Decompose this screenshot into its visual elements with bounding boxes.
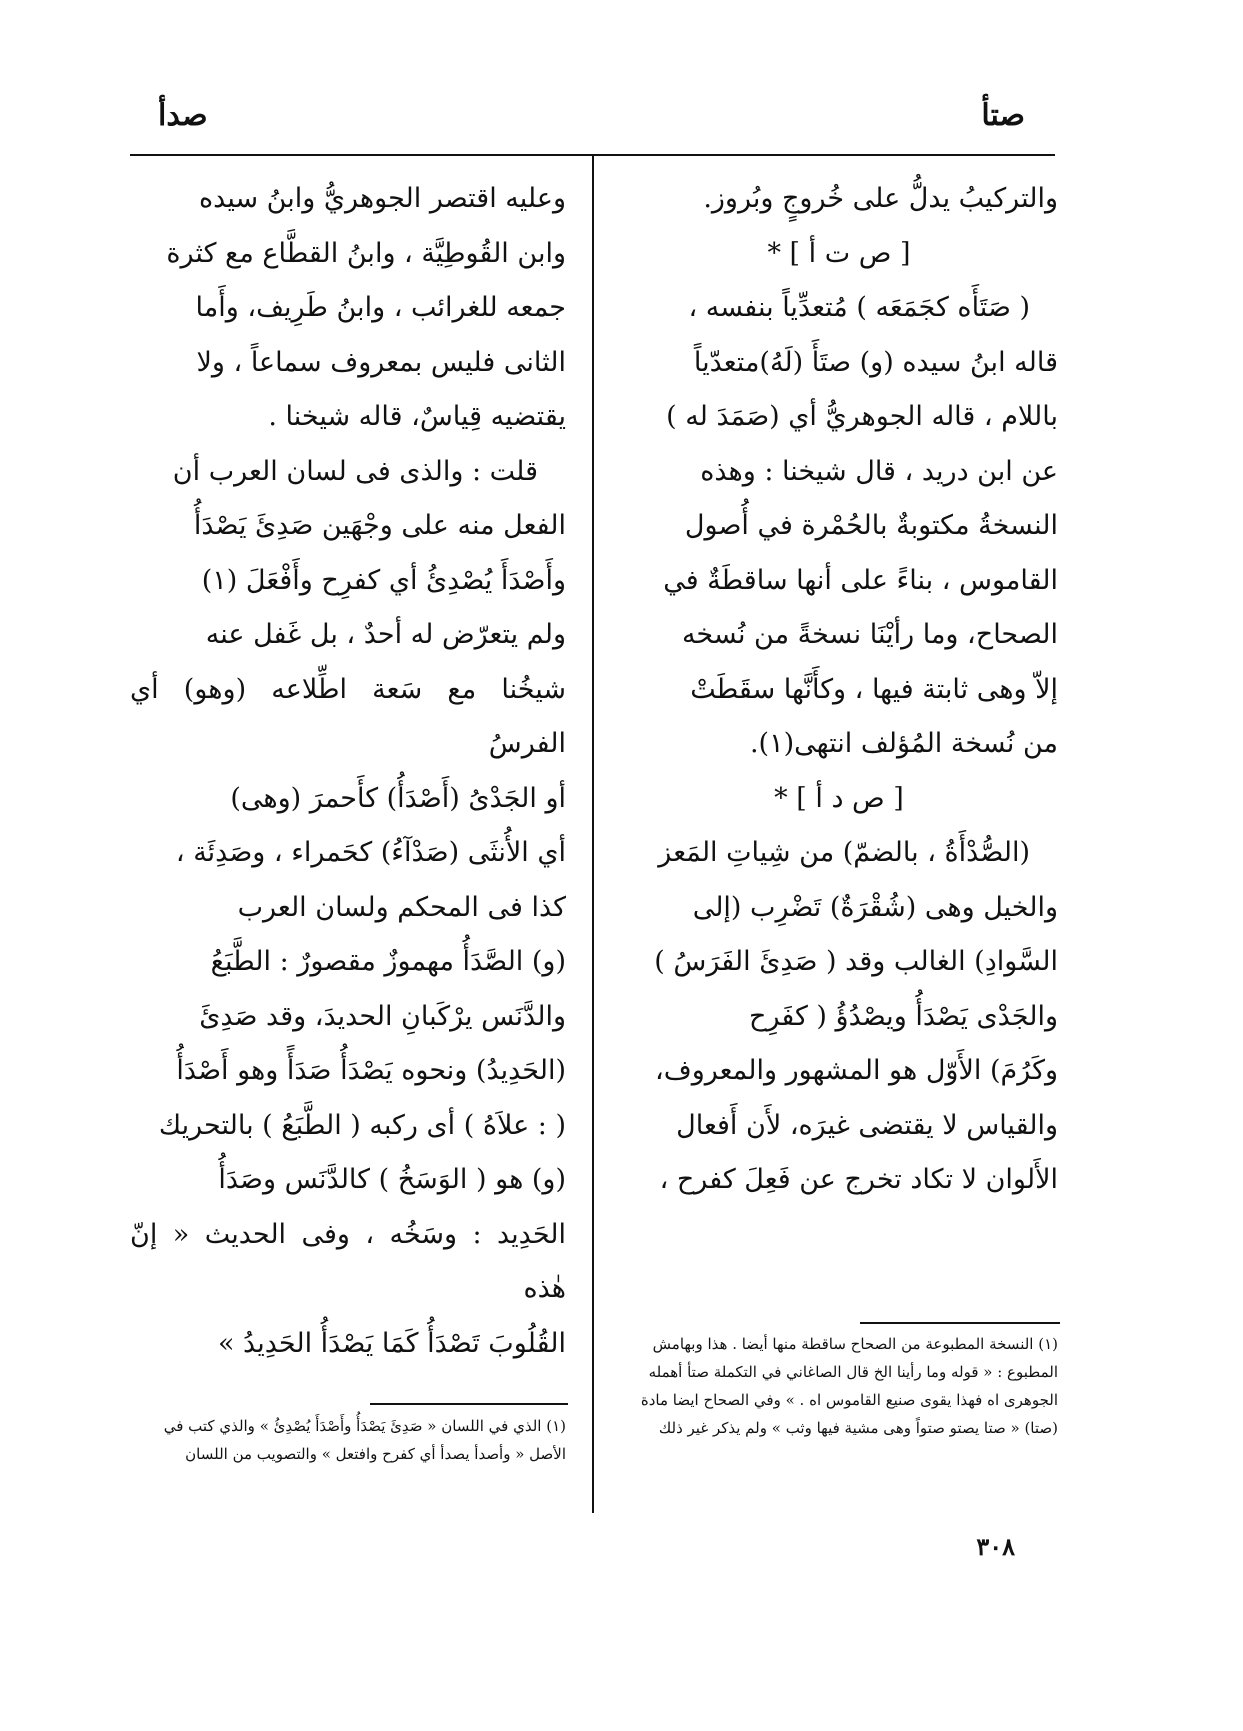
- text-line: ( : علاَهُ ) أى ركبه ( الطَّبَعُ ) بالتحريك: [158, 1109, 566, 1141]
- text-line: (الصُّدْأَةُ ، بالضمّ) من شِياتِ المَعز: [658, 837, 1030, 868]
- text-line: الحَدِيد : وسَخُه ، وفى الحديث « إنّ هٰذه: [130, 1218, 566, 1304]
- text-line: والقياس لا يقتضى غيرَه، لأَن أَفعال: [676, 1109, 1058, 1141]
- page-number: ٣٠٨: [976, 1532, 1015, 1561]
- text-line: ولم يتعرّض له أحدٌ ، بل غَفل عنه: [205, 619, 566, 650]
- text-line: الأَلوان لا تكاد تخرج عن فَعِلَ كفرح ،: [659, 1164, 1058, 1195]
- text-line: (و) هو ( الوَسَخُ ) كالدَّنَس وصَدَأُ: [218, 1164, 566, 1195]
- text-line: أو الجَدْىُ (أَصْدَأُ) كأَحمرَ (وهى): [230, 782, 566, 814]
- text-line: وعليه اقتصر الجوهريُّ وابنُ سيده: [199, 183, 566, 214]
- text-line: أي الأُنثَى (صَدْآءُ) كحَمراء ، وصَدِئَة ،: [175, 837, 566, 868]
- text-line: القُلُوبَ تَصْدَأُ كَمَا يَصْدَأُ الحَدِيدُ »: [217, 1327, 566, 1359]
- text-line: والخيل وهى (شُقْرَةٌ) تَضْرِب (إلى: [692, 891, 1058, 923]
- text-line: من نُسخة المُؤلف انتهى(١).: [749, 728, 1058, 759]
- left-column: [130, 172, 566, 1371]
- text-line: كذا فى المحكم ولسان العرب: [237, 891, 566, 923]
- text-line: (الحَدِيدُ) ونحوه يَصْدَأُ صَدَأً وهو أَصْدَأُ: [176, 1055, 566, 1086]
- footnote-left: (١) الذي في اللسان « صَدِئَ يَصْدَأُ وأَصْدَأَ يُصْدِئُ » والذي كتب في الأصل « وأصدأ يصدأ أي كفرح وافتعل » والتصويب من اللسان: [163, 1417, 566, 1463]
- text-line: وأَصْدَأَ يُصْدِئُ أي كفرِح وأَفْعَلَ (١): [201, 564, 566, 596]
- footnote-rule-right: [860, 1322, 1060, 1324]
- text-line: (و) الصَّدَأُ مهموزٌ مقصورٌ : الطَّبَعُ: [210, 946, 566, 977]
- text-line: والجَدْى يَصْدَأُ ويصْدُؤُ ( كفَرِح: [749, 1000, 1058, 1032]
- text-line: إلاّ وهى ثابتة فيها ، وكأَنَّها سقَطَتْ: [690, 673, 1058, 705]
- header-entry-word-right: صتأ: [981, 98, 1025, 133]
- text-line: ( صَتَأَه كجَمَعَه ) مُتعدِّياً بنفسه ،: [688, 292, 1030, 323]
- entry-heading-sta: [ ص ت أ ] *: [767, 237, 911, 269]
- text-line: الفعل منه على وجْهَين صَدِئَ يَصْدَأُ: [193, 510, 566, 541]
- text-line: قاله ابنُ سيده (و) صتَأَ (لَهُ)متعدّياً: [693, 346, 1058, 378]
- text-line: القاموس ، بناءً على أنها ساقطَةٌ في: [663, 564, 1058, 596]
- entry-heading-sda: [ ص د أ ] *: [774, 782, 904, 814]
- text-line: وابن القُوطِيَّة ، وابنُ القطَّاع مع كثرة: [166, 237, 566, 269]
- text-line: جمعه للغرائب ، وابنُ طَرِيف، وأَما: [195, 292, 566, 323]
- text-line: النسخةُ مكتوبةٌ بالحُمْرة في أُصول: [684, 510, 1058, 541]
- text-line: وكَرُمَ) الأَوّل هو المشهور والمعروف،: [654, 1055, 1058, 1086]
- text-line: يقتضيه قِياسٌ، قاله شيخنا .: [268, 401, 566, 432]
- header-entry-word-left: صدأ: [158, 98, 208, 133]
- text-line: الثانى فليس بمعروف سماعاً ، ولا: [196, 346, 566, 378]
- right-column: [620, 172, 1058, 1208]
- text-line: باللام ، قاله الجوهريُّ أي (صَمَدَ له ): [666, 401, 1058, 432]
- text-line: السَّوادِ) الغالب وقد ( صَدِئَ الفَرَسُ ): [654, 946, 1058, 977]
- text-line: والتركيبُ يدلُّ على خُروجٍ وبُروز.: [703, 183, 1058, 214]
- text-line: الصحاح، وما رأيْنَا نسخةً من نُسخه: [681, 619, 1058, 650]
- column-divider: [592, 156, 594, 1513]
- footnote-right: (١) النسخة المطبوعة من الصحاح ساقطة منها أيضا . هذا وبهامش المطبوع : « قوله وما رأينا الخ قال الصاغاني في التكملة صتأ أهمله الجوهرى اه فهذا يقوى صنيع القاموس اه . » وفي الصحاح ايضا مادة (صتا) « صتا يصتو صتواً وهى مشية فيها وثب » ولم يذكر غير ذلك: [640, 1335, 1058, 1437]
- footnote-rule-left: [370, 1403, 568, 1405]
- text-line: شيخُنا مع سَعة اطِّلاعه (وهو) أي الفرسُ: [130, 673, 566, 759]
- text-line: قلت : والذى فى لسان العرب أن: [172, 455, 538, 487]
- text-line: عن ابن دريد ، قال شيخنا : وهذه: [700, 455, 1058, 487]
- text-line: والدَّنَس يرْكَبانِ الحديدَ، وقد صَدِئَ: [199, 1000, 566, 1032]
